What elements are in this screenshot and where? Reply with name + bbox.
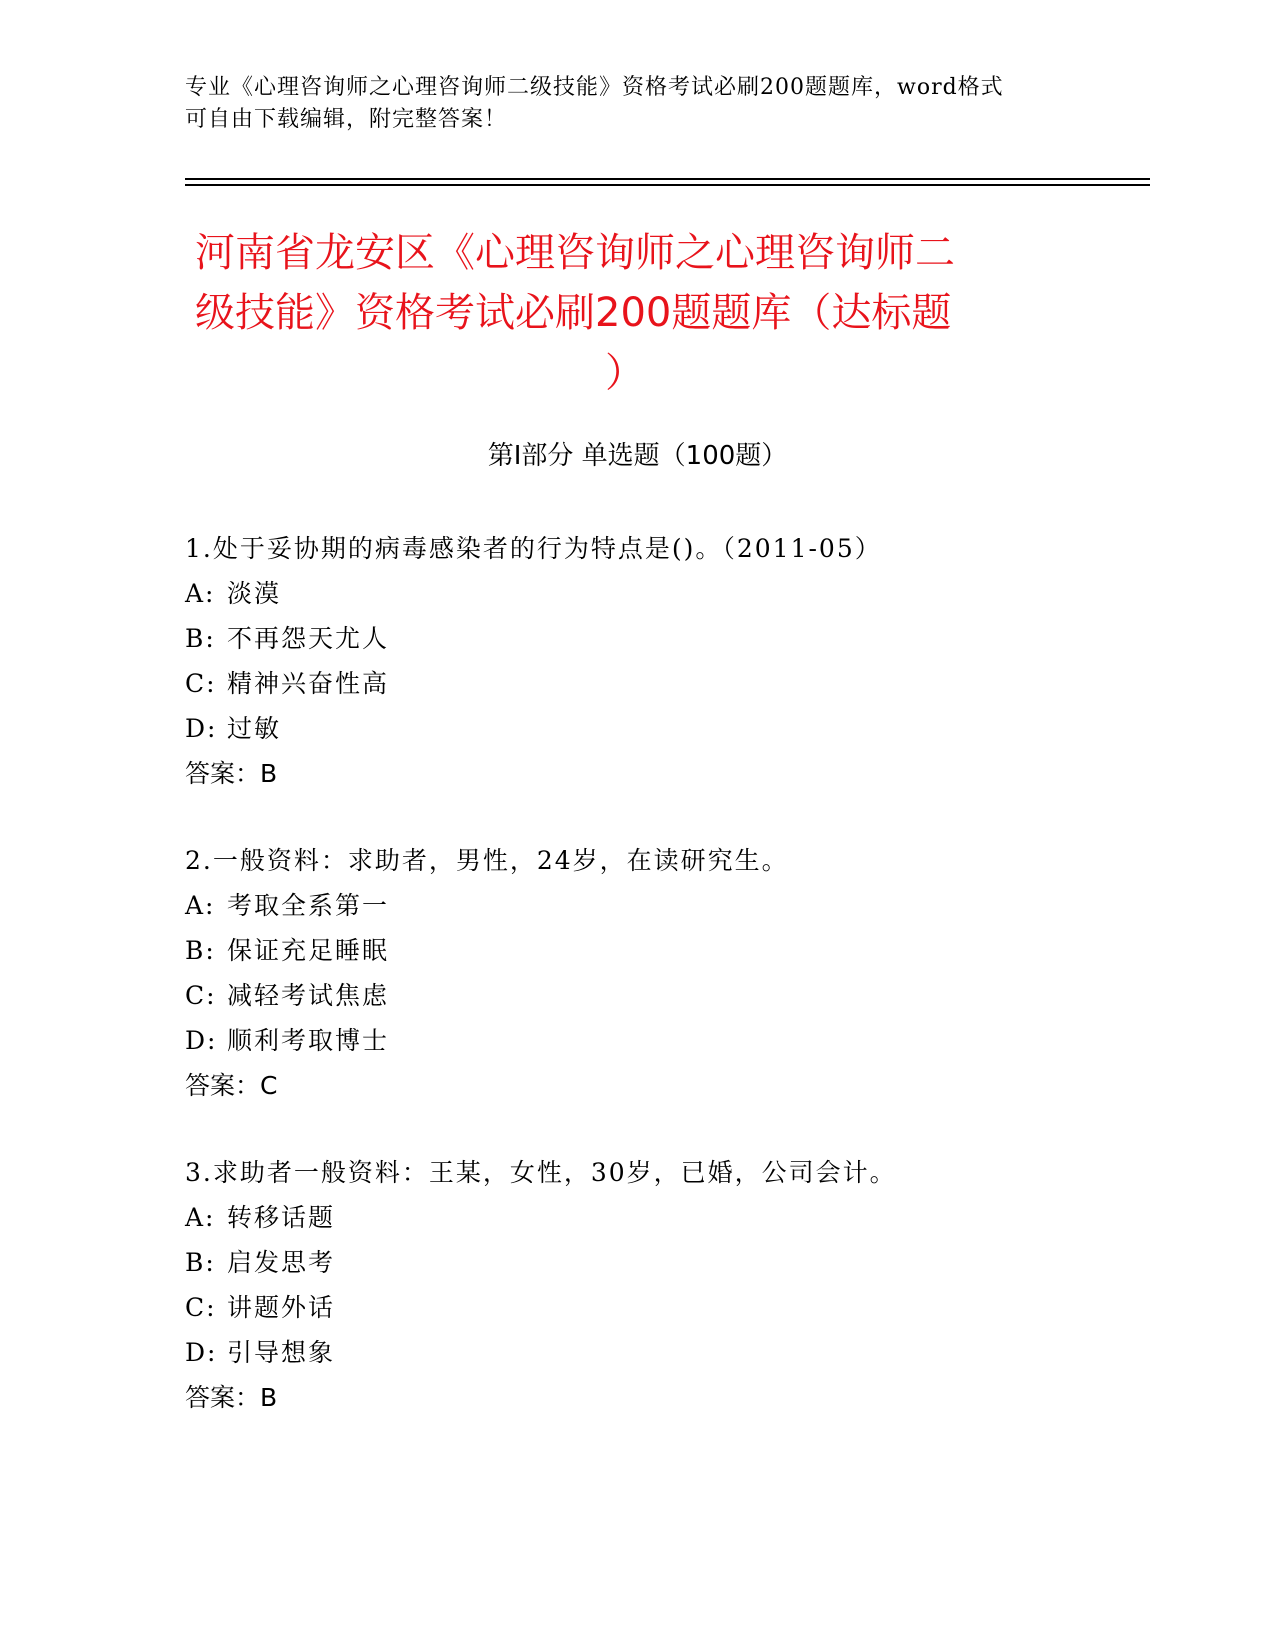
question-item <box>185 526 1085 796</box>
option-b <box>185 928 1085 973</box>
option-text: 启发思考 <box>227 1248 336 1277</box>
option-key: A: <box>185 579 216 608</box>
question-stem: 2.一般资料：求助者，男性，24岁，在读研究生。 <box>185 846 789 875</box>
header-divider-bottom <box>185 184 1150 186</box>
option-text: 保证充足睡眠 <box>227 936 390 965</box>
option-a <box>185 1195 1085 1240</box>
option-text: 转移话题 <box>227 1203 336 1232</box>
option-key: C: <box>185 669 217 698</box>
header-note-line-2: 可自由下载编辑，附完整答案！ <box>185 107 508 132</box>
answer-line: 答案：B <box>185 759 278 788</box>
option-c <box>185 1285 1085 1330</box>
option-key: C: <box>185 1293 217 1322</box>
question-stem: 3.求助者一般资料：王某，女性，30岁，已婚，公司会计。 <box>185 1158 897 1187</box>
option-text: 讲题外话 <box>227 1293 336 1322</box>
option-key: D: <box>185 714 218 743</box>
option-key: D: <box>185 1338 218 1367</box>
document-title-line-2: 级技能》资格考试必刷200题题库（达标题 <box>195 290 952 336</box>
option-text: 精神兴奋性高 <box>227 669 390 698</box>
option-d <box>185 706 1085 751</box>
document-title-line-1: 河南省龙安区《心理咨询师之心理咨询师二 <box>195 230 955 276</box>
document-title-line-3: ） <box>605 350 645 396</box>
header-divider-top <box>185 178 1150 180</box>
option-d <box>185 1330 1085 1375</box>
question-item <box>185 838 1085 1108</box>
option-text: 过敏 <box>227 714 282 743</box>
answer-line: 答案：C <box>185 1071 278 1100</box>
option-key: B: <box>185 1248 216 1277</box>
header-note-line-1: 专业《心理咨询师之心理咨询师二级技能》资格考试必刷200题题库，word格式 <box>185 75 1004 100</box>
option-b <box>185 1240 1085 1285</box>
option-b <box>185 616 1085 661</box>
option-key: B: <box>185 936 216 965</box>
option-c <box>185 973 1085 1018</box>
option-key: A: <box>185 1203 216 1232</box>
section-heading: 第I部分 单选题（100题） <box>487 441 788 471</box>
question-list <box>185 526 1085 1462</box>
option-text: 引导想象 <box>227 1338 336 1367</box>
option-c <box>185 661 1085 706</box>
option-a <box>185 571 1085 616</box>
option-key: C: <box>185 981 217 1010</box>
document-title <box>195 223 1075 403</box>
option-a <box>185 883 1085 928</box>
option-text: 淡漠 <box>227 579 282 608</box>
option-text: 减轻考试焦虑 <box>227 981 390 1010</box>
option-key: A: <box>185 891 216 920</box>
option-d <box>185 1018 1085 1063</box>
question-item <box>185 1150 1085 1420</box>
option-key: B: <box>185 624 216 653</box>
document-header-note <box>185 72 1065 136</box>
answer-line: 答案：B <box>185 1383 278 1412</box>
option-text: 不再怨天尤人 <box>227 624 390 653</box>
option-key: D: <box>185 1026 218 1055</box>
option-text: 考取全系第一 <box>227 891 390 920</box>
option-text: 顺利考取博士 <box>227 1026 390 1055</box>
question-stem: 1.处于妥协期的病毒感染者的行为特点是()。（2011-05） <box>185 534 882 563</box>
